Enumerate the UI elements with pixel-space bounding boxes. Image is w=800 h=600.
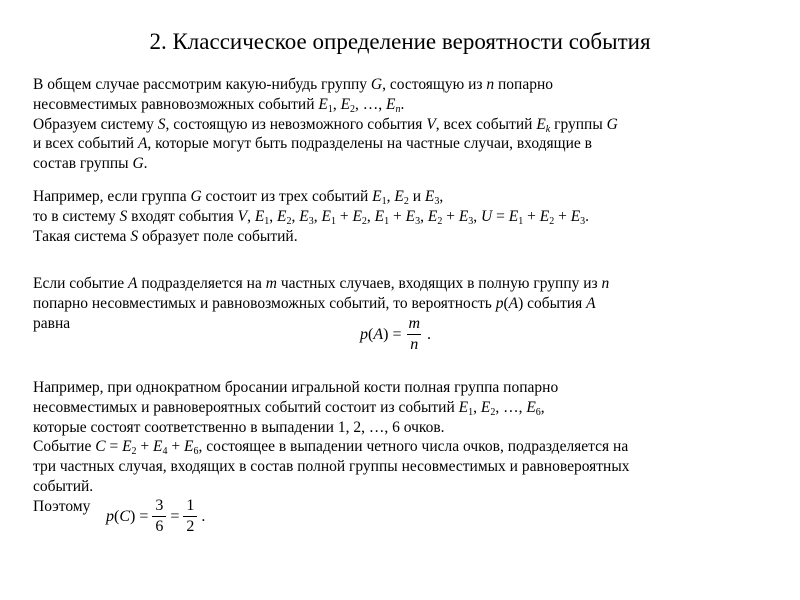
fraction-m-over-n: $\frac{m}{n}$ <box>408 315 421 353</box>
dice-probability-formula: p ( C ) = $\frac{3}{6}$ = $\frac{1}{2}$ . <box>106 497 206 535</box>
line: несовместимых равновозможных событий $E_1$, $E_2$, …, $E_n$. <box>33 95 405 115</box>
line: состав группы G. <box>33 155 148 173</box>
line: попарно несовместимых и равновозможных событий, то вероятность p(A) события A <box>33 294 596 312</box>
line: В общем случае рассмотрим какую-нибудь группу G, состоящую из n попарно <box>33 76 553 93</box>
fraction-three-sixths: $\frac{3}{6}$ <box>152 496 166 537</box>
line: равна <box>33 314 71 332</box>
line: то в систему S входят события V, $E_1$, $E_2$, $E_3$, $E_1 + E_2$, $E_1 + E_3$, $E_2 + E_3$, $U = E_1 + E_2 + E_3$. <box>33 207 590 227</box>
line: Поэтому <box>33 497 91 515</box>
line: несовместимых и равновероятных событий состоит из событий $E_1$, $E_2$, …, $E_6$, <box>33 398 545 418</box>
fraction-one-half: $\frac{1}{2}$ <box>183 496 197 537</box>
line: Событие $C = E_2 + E_4 + E_6$, состоящее в выпадении четного числа очков, подразделяется на <box>33 438 629 458</box>
line: три частных случая, входящих в состав полной группы несовместимых и равновероятных <box>33 458 630 476</box>
line: Такая система S образует поле событий. <box>33 227 298 245</box>
line: Если событие A подразделяется на m частных случаев, входящих в полную группу из n <box>33 275 610 292</box>
paragraph-example-field <box>33 187 723 246</box>
line: Например, при однократном бросании игральной кости полная группа попарно <box>33 379 559 396</box>
line: которые состоят соответственно в выпадении 1, 2, …, 6 очков. <box>33 418 445 436</box>
paragraph-group-definition <box>33 75 723 174</box>
probability-formula: p ( A ) = $\frac{m}{n}$ . <box>360 315 432 353</box>
line: и всех событий A, которые могут быть подразделены на частные случаи, входящие в <box>33 135 592 153</box>
page-title: 2. Классическое определение вероятности события <box>149 29 651 54</box>
line: Образуем систему S, состоящую из невозможного события V, всех событий $E_k$ группы G <box>33 115 618 135</box>
line: событий. <box>33 477 94 495</box>
line: Например, если группа G состоит из трех событий $E_1$, $E_2$ и $E_3$, <box>33 188 444 207</box>
